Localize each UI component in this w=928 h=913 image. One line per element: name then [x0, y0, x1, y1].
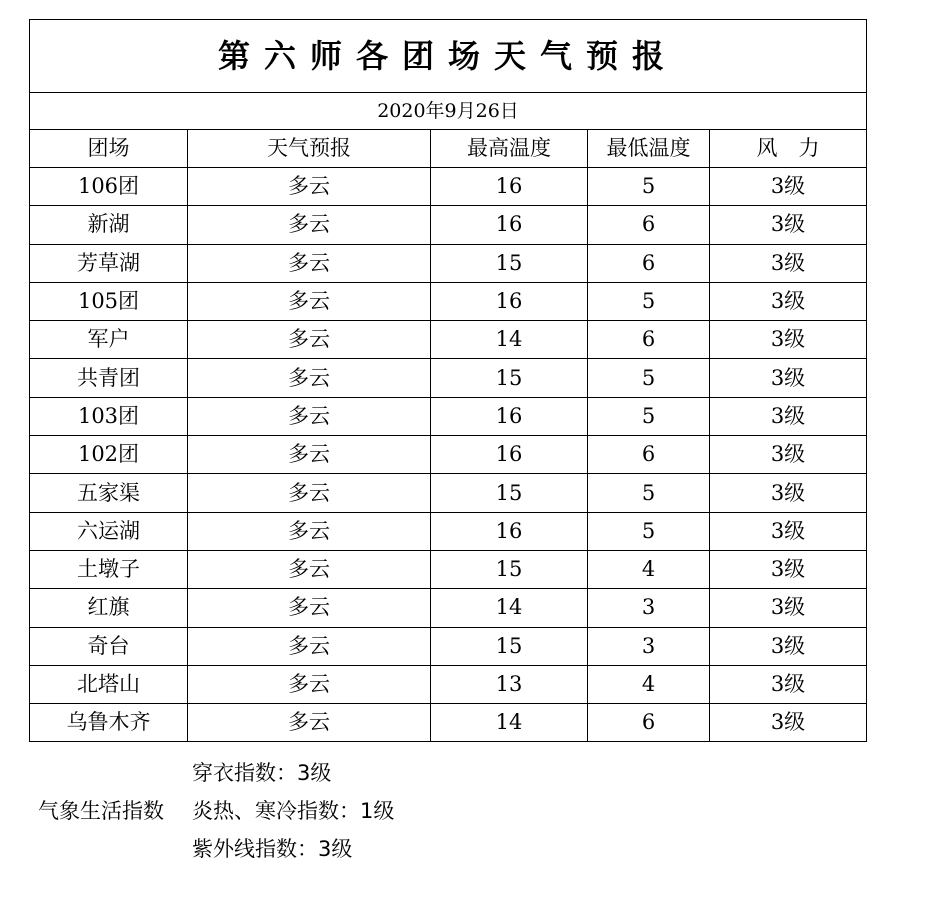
cell-min-temp: 4: [588, 665, 710, 703]
cell-weather: 多云: [188, 550, 431, 588]
cell-min-temp: 3: [588, 627, 710, 665]
cell-min-temp: 6: [588, 704, 710, 742]
cell-weather: 多云: [188, 474, 431, 512]
cell-weather: 多云: [188, 665, 431, 703]
header-row: [30, 130, 867, 168]
header-station: 团场: [30, 130, 188, 168]
cell-wind: 3级: [710, 321, 867, 359]
table-row: [30, 627, 867, 665]
cell-max-temp: 16: [431, 512, 588, 550]
cell-min-temp: 5: [588, 168, 710, 206]
table-row: [30, 704, 867, 742]
cell-station: 共青团: [30, 359, 188, 397]
cell-wind: 3级: [710, 627, 867, 665]
cell-station: 北塔山: [30, 665, 188, 703]
cell-weather: 多云: [188, 168, 431, 206]
cell-wind: 3级: [710, 665, 867, 703]
cell-wind: 3级: [710, 474, 867, 512]
cell-max-temp: 16: [431, 168, 588, 206]
header-wind: 风 力: [710, 130, 867, 168]
table-row: [30, 168, 867, 206]
cell-min-temp: 6: [588, 206, 710, 244]
forecast-sheet: [29, 19, 866, 742]
cell-wind: 3级: [710, 512, 867, 550]
life-indices-label: 气象生活指数: [38, 799, 164, 823]
cell-weather: 多云: [188, 206, 431, 244]
cell-wind: 3级: [710, 359, 867, 397]
table-row: [30, 550, 867, 588]
cell-station: 芳草湖: [30, 244, 188, 282]
heat-cold-index: 炎热、寒冷指数：1级: [192, 799, 395, 823]
table-row: [30, 589, 867, 627]
table-row: [30, 474, 867, 512]
cell-min-temp: 5: [588, 397, 710, 435]
uv-index: 紫外线指数：3级: [192, 837, 353, 861]
cell-max-temp: 14: [431, 589, 588, 627]
cell-min-temp: 5: [588, 359, 710, 397]
cell-weather: 多云: [188, 436, 431, 474]
cell-max-temp: 15: [431, 244, 588, 282]
cell-min-temp: 3: [588, 589, 710, 627]
cell-station: 红旗: [30, 589, 188, 627]
cell-wind: 3级: [710, 206, 867, 244]
cell-min-temp: 6: [588, 321, 710, 359]
cell-wind: 3级: [710, 589, 867, 627]
cell-min-temp: 6: [588, 244, 710, 282]
cell-station: 乌鲁木齐: [30, 704, 188, 742]
cell-weather: 多云: [188, 321, 431, 359]
dressing-index: 穿衣指数：3级: [192, 761, 332, 785]
cell-max-temp: 15: [431, 359, 588, 397]
cell-max-temp: 15: [431, 550, 588, 588]
table-row: [30, 282, 867, 320]
cell-max-temp: 13: [431, 665, 588, 703]
table-row: [30, 244, 867, 282]
cell-weather: 多云: [188, 704, 431, 742]
cell-weather: 多云: [188, 282, 431, 320]
cell-station: 103团: [30, 397, 188, 435]
cell-max-temp: 16: [431, 282, 588, 320]
cell-weather: 多云: [188, 397, 431, 435]
cell-station: 六运湖: [30, 512, 188, 550]
cell-weather: 多云: [188, 244, 431, 282]
table-row: [30, 206, 867, 244]
cell-max-temp: 14: [431, 321, 588, 359]
cell-weather: 多云: [188, 627, 431, 665]
table-row: [30, 512, 867, 550]
cell-min-temp: 4: [588, 550, 710, 588]
cell-station: 新湖: [30, 206, 188, 244]
cell-max-temp: 15: [431, 627, 588, 665]
forecast-date: 2020年9月26日: [30, 93, 867, 130]
cell-wind: 3级: [710, 397, 867, 435]
cell-wind: 3级: [710, 704, 867, 742]
cell-wind: 3级: [710, 168, 867, 206]
page-title: 第六师各团场天气预报: [30, 20, 867, 93]
cell-min-temp: 5: [588, 282, 710, 320]
title-row: [30, 20, 867, 93]
cell-wind: 3级: [710, 436, 867, 474]
cell-max-temp: 14: [431, 704, 588, 742]
cell-max-temp: 16: [431, 206, 588, 244]
forecast-table: [29, 19, 867, 742]
cell-min-temp: 5: [588, 474, 710, 512]
table-row: [30, 397, 867, 435]
header-max-temp: 最高温度: [431, 130, 588, 168]
cell-station: 106团: [30, 168, 188, 206]
cell-weather: 多云: [188, 359, 431, 397]
cell-station: 土墩子: [30, 550, 188, 588]
date-row: [30, 93, 867, 130]
table-row: [30, 665, 867, 703]
cell-weather: 多云: [188, 512, 431, 550]
cell-max-temp: 16: [431, 397, 588, 435]
header-weather: 天气预报: [188, 130, 431, 168]
header-min-temp: 最低温度: [588, 130, 710, 168]
cell-station: 102团: [30, 436, 188, 474]
cell-min-temp: 6: [588, 436, 710, 474]
cell-station: 105团: [30, 282, 188, 320]
cell-wind: 3级: [710, 282, 867, 320]
table-row: [30, 436, 867, 474]
cell-station: 五家渠: [30, 474, 188, 512]
cell-wind: 3级: [710, 550, 867, 588]
cell-max-temp: 16: [431, 436, 588, 474]
table-row: [30, 359, 867, 397]
cell-min-temp: 5: [588, 512, 710, 550]
cell-station: 奇台: [30, 627, 188, 665]
table-row: [30, 321, 867, 359]
cell-station: 军户: [30, 321, 188, 359]
cell-weather: 多云: [188, 589, 431, 627]
cell-max-temp: 15: [431, 474, 588, 512]
cell-wind: 3级: [710, 244, 867, 282]
